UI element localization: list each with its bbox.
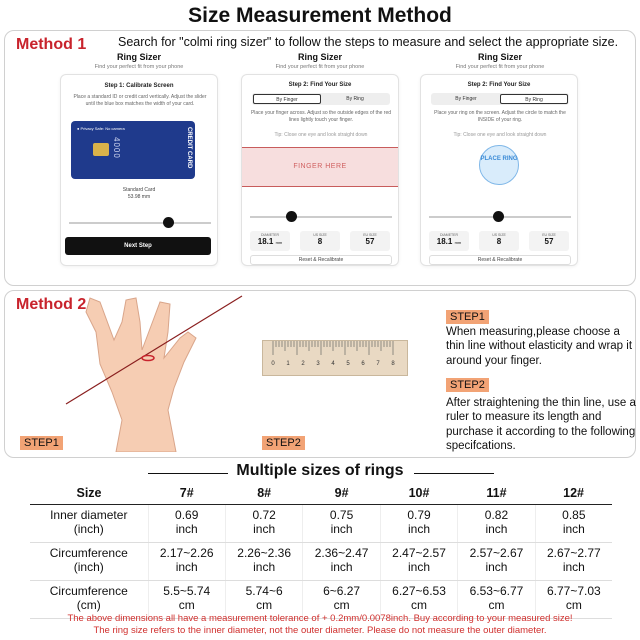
toggle-by-finger[interactable]: By Finger: [253, 94, 321, 104]
hand-illustration: [56, 292, 256, 452]
tolerance-note: The above dimensions all have a measurement tolerance of + 0.2mm/0.0078inch. Buy according to your measured size!: [67, 613, 573, 624]
panel2-subtitle: Find your perfect fit from your phone: [275, 64, 365, 70]
ring-size-table: [30, 482, 612, 619]
table-header-cell: 8#: [225, 482, 302, 504]
table-row: [30, 542, 612, 580]
table-row: [30, 504, 612, 542]
metric-key: US SIZE: [492, 233, 506, 237]
panel1-header: [60, 52, 218, 70]
phone-screen-by-finger: [241, 74, 399, 266]
panel3-header: [420, 52, 580, 70]
table-cell: 6.27~6.53 cm: [380, 580, 457, 618]
table-cell: 6.77~7.03 cm: [535, 580, 612, 618]
step1-photo-badge: STEP1: [20, 436, 63, 450]
step1-badge: STEP1: [446, 310, 489, 324]
step1-description: When measuring,please choose a thin line without elasticity and wrap it around your finger.: [446, 326, 633, 367]
lock-icon: ●: [77, 126, 81, 131]
method1-description: Search for "colmi ring sizer" to follow the steps to measure and select the appropriate size.: [118, 35, 619, 49]
panel1-step: Step 1: Calibrate Screen: [104, 83, 174, 89]
panel3-title: Ring Sizer: [477, 52, 522, 62]
table-header-cell: 9#: [303, 482, 380, 504]
metric-value: 57: [365, 237, 375, 246]
ruler-illustration: [262, 340, 408, 376]
panel2-step: Step 2: Find Your Size: [288, 82, 352, 88]
sizes-title: Multiple sizes of rings: [236, 462, 404, 479]
table-cell: 2.17~2.26 inch: [148, 542, 225, 580]
finger-here-label: FINGER HERE: [293, 163, 347, 170]
table-cell: 2.57~2.67 inch: [458, 542, 535, 580]
table-cell: 2.67~2.77 inch: [535, 542, 612, 580]
toggle-by-finger[interactable]: By Finger: [455, 96, 477, 102]
phone-screen-by-ring: [420, 74, 578, 266]
us-size-metric: [300, 231, 340, 251]
row-label: Inner diameter (inch): [30, 504, 148, 542]
us-size-metric: [479, 231, 519, 251]
card-brand: CREDIT CARD: [186, 127, 192, 169]
metric-key: EU SIZE: [542, 233, 556, 237]
ruler-number: 3: [316, 361, 320, 367]
method2-label: Method 2: [16, 296, 87, 313]
step2-badge: STEP2: [446, 378, 489, 392]
metric-value: 8: [317, 237, 323, 246]
card-chip-icon: [93, 143, 109, 156]
table-cell: 0.75 inch: [303, 504, 380, 542]
ruler-number: 6: [361, 361, 365, 367]
ring-target-circle[interactable]: [479, 145, 519, 185]
ruler-number: 8: [391, 361, 395, 367]
page-title: Size Measurement Method: [188, 4, 452, 27]
table-header-row: [30, 482, 612, 504]
panel1-subtitle: Find your perfect fit from your phone: [94, 64, 184, 70]
table-cell: 2.26~2.36 inch: [225, 542, 302, 580]
table-cell: 0.82 inch: [458, 504, 535, 542]
eu-size-metric: [529, 231, 569, 251]
card-privacy-text: [77, 126, 125, 131]
toggle-by-ring[interactable]: By Ring: [346, 96, 364, 102]
calibrate-slider[interactable]: [69, 222, 211, 224]
step2-description: After straightening the thin line, use a ruler to measure its length and purchase it according to the following specifcations.: [446, 397, 636, 453]
panel3-instruction: Place your ring on the screen. Adjust the circle to match the INSIDE of your ring.: [434, 110, 566, 123]
phone-screen-calibrate: [60, 74, 218, 266]
panel2-tip: Tip: Close one eye and look straight down: [274, 132, 368, 138]
ring-slider-knob[interactable]: [493, 211, 504, 222]
table-cell: 0.85 inch: [535, 504, 612, 542]
row-label: Circumference (inch): [30, 542, 148, 580]
card-label-dims: 53.98 mm: [127, 193, 151, 200]
diameter-metric: [250, 231, 290, 251]
table-header-cell: 10#: [380, 482, 457, 504]
table-cell: 2.47~2.57 inch: [380, 542, 457, 580]
ruler-number: 4: [331, 361, 335, 367]
panel2-instruction: Place your finger across. Adjust so the outside edges of the red lines lightly touch your finger.: [250, 110, 392, 123]
table-cell: 5.5~5.74 cm: [148, 580, 225, 618]
finger-slider[interactable]: [250, 216, 392, 218]
metric-key: US SIZE: [313, 233, 327, 237]
metric-value: 8: [496, 237, 502, 246]
table-cell: 0.72 inch: [225, 504, 302, 542]
metric-key: DIAMETER: [439, 233, 459, 237]
reset-recalibrate-button[interactable]: Reset & Recalibrate: [429, 255, 571, 265]
next-step-button[interactable]: Next Step: [65, 237, 211, 255]
table-cell: 6.53~6.77 cm: [458, 580, 535, 618]
metric-value: 18.1 mm: [436, 237, 462, 246]
table-cell: 2.36~2.47 inch: [303, 542, 380, 580]
metric-value: 57: [544, 237, 554, 246]
metric-key: EU SIZE: [363, 233, 377, 237]
finger-slider-knob[interactable]: [286, 211, 297, 222]
panel3-subtitle: Find your perfect fit from your phone: [455, 64, 545, 70]
diameter-metric: [429, 231, 469, 251]
ruler-ticks: [263, 341, 409, 377]
title-rule-right: [414, 473, 494, 474]
table-header-cell: Size: [30, 482, 148, 504]
table-cell: 5.74~6 cm: [225, 580, 302, 618]
calibrate-slider-knob[interactable]: [163, 217, 174, 228]
reset-recalibrate-button[interactable]: Reset & Recalibrate: [250, 255, 392, 265]
ruler-number: 0: [271, 361, 275, 367]
method1-label: Method 1: [16, 36, 87, 53]
panel3-step: Step 2: Find Your Size: [467, 82, 531, 88]
ruler-number: 2: [301, 361, 305, 367]
table-header-cell: 12#: [535, 482, 612, 504]
inner-diameter-note: The ring size refers to the inner diameter, not the outer diameter. Please do not measure the outer diameter.: [93, 625, 547, 636]
table-cell: 6~6.27 cm: [303, 580, 380, 618]
eu-size-metric: [350, 231, 390, 251]
place-ring-label: PLACE RING: [480, 156, 518, 162]
toggle-by-ring[interactable]: By Ring: [500, 94, 568, 104]
table-cell: 0.69 inch: [148, 504, 225, 542]
finger-target-area: [242, 147, 398, 187]
credit-card-image: [71, 121, 195, 179]
panel3-tip: Tip: Close one eye and look straight down: [453, 132, 547, 138]
card-number: 4000: [112, 137, 121, 159]
panel1-title: Ring Sizer: [116, 52, 161, 62]
table-header-cell: 11#: [458, 482, 535, 504]
panel2-header: [240, 52, 400, 70]
mode-toggle: [431, 93, 569, 105]
card-label-name: Standard Card: [122, 187, 156, 193]
card-label: [61, 187, 217, 200]
metric-key: DIAMETER: [260, 233, 280, 237]
metric-value: 18.1 mm: [257, 237, 283, 246]
ruler-number: 7: [376, 361, 380, 367]
panel1-instruction: Place a standard ID or credit card vertically. Adjust the slider until the blue box matches the width of your card.: [73, 94, 207, 107]
panel2-title: Ring Sizer: [297, 52, 342, 62]
card-privacy-label: Privacy Safe: No camera: [80, 126, 125, 131]
ruler-number: 5: [346, 361, 350, 367]
row-label: Circumference (cm): [30, 580, 148, 618]
ruler-number: 1: [286, 361, 290, 367]
table-cell: 0.79 inch: [380, 504, 457, 542]
mode-toggle: [252, 93, 390, 105]
step2-photo-badge: STEP2: [262, 436, 305, 450]
table-header-cell: 7#: [148, 482, 225, 504]
